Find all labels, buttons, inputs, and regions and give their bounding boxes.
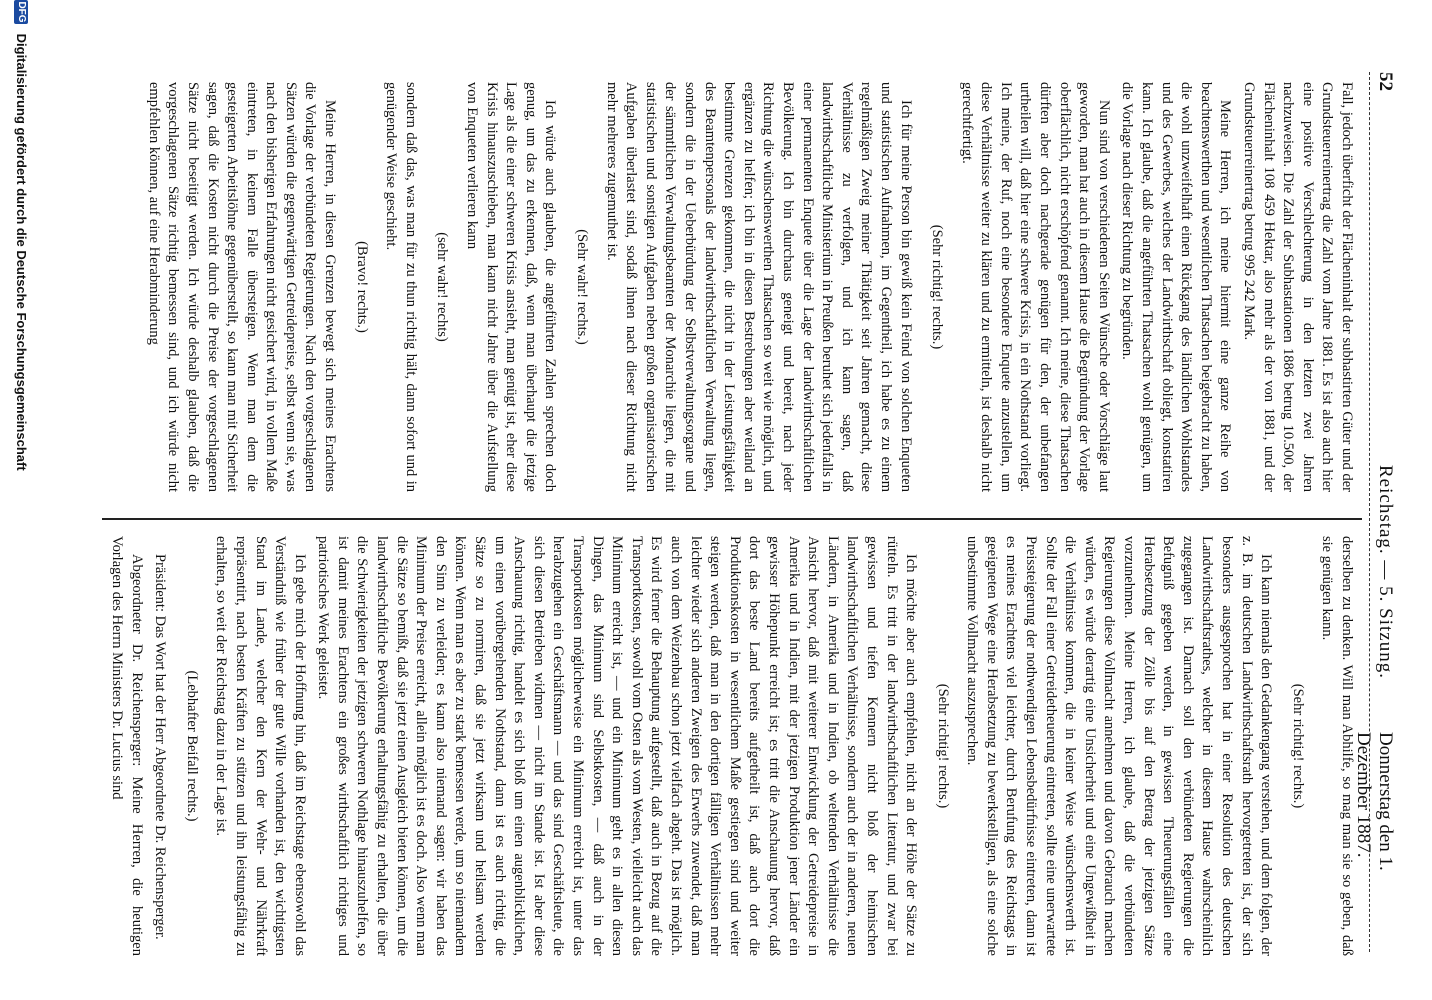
paragraph: derselben zu denken. Will man Abhilfe, so mag man sie so geben, daß sie genügen kann. — [1319, 536, 1355, 956]
interjection: (Sehr richtig! rechts.) — [1289, 683, 1306, 809]
paragraph: Ich würde auch glauben, die angeführten Zahlen sprechen doch genug, um das zu erkennen, daß, wenn man überhaupt die jetzige Lage als die einer schweren Krisis ansieht, man genügt ist, eher diese Krisis hinauszuschieben, man kann nicht Jahre über die Aufstellung von Enqueten verlieren kann — [464, 82, 559, 492]
paragraph: Fall, jedoch überficht der Flächeninhalt der subhastirten Güter und der Grundsteuerreinertrag die Zahl vom Jahre 1881. Es ist also auch hier eine positive Verschlechterung in den letzten zwei Jahren nachzuweisen. Die Zahl der Subhastationen 1886 betrug 10.500, der Flächeninhalt 108 459 Hektar, also mehr als der von 1881, und der Grundsteuerreinertrag betrug 995 242 Mark. — [1241, 82, 1355, 492]
column-divider — [102, 518, 1362, 520]
paragraph: Ich möchte aber auch empfehlen, nicht an der Höhe der Sätze zu rütteln. Es tritt in der landwirthschaftlichen Literatur, und zwar bei gewissen und tiefen Kennern nicht bloß der heimischen landwirthschaftlichen Verhältnisse, sondern auch der in anderen, neuen Ländern, in Amerika und in Indien, ob weltenden Verhältnisse die Ansicht hervor, daß mit weiterer Entwicklung der Getreidepreise in Amerika und in Indien, mit der jetzigen Produktion jener Länder ein gewisser Höhepunkt erreicht ist; es tritt die Anschauung hervor, daß dort das beste Land bereits aufgetheilt ist, daß auch dort die Produktionskosten in wesentlichem Maße gestiegen sind und weiter steigen werden, daß man in den dortigen fälligen Verhältnissen mehr leichter wieder sich anderen Zweigen des Erwerbs zuwendet, daß man auch von dem Weizenbau schon jetzt vielfach abgeht. Das ist möglich. Es wird ferner die Behauptung aufgestellt, daß auch in Bezug auf die Transportkosten, sowohl vom Osten als vom Westen, vielleicht auch das Minimum erreicht ist, — und ein Minimum geht es in allen diesen Dingen, das Minimum sind Selbstkosten, — daß auch in der Transportkosten möglicherweise ein Minimum erreicht ist, unter das herabzugehen ein Geschäftsmann — und das sind Geschäftsleute, die sich diesen Betrieben widmen — nicht im Stande ist. Ist aber diese Anschauung richtig, handelt es sich bloß um einen augenblicklichen, um einen vorübergehenden Nothstand, dann ist es auch richtig, die Sätze so zu normiren, daß sie jetzt wirksam und heilsam werden können. Wenn man es aber zu stark bemessen werde, um so niemandem den Sinn zu verleiden; es kann also niemand sagen: wir haben das Minimum der Preise erreicht, allein möglich ist es doch. Also wenn man die Sätze so bemißt, daß sie jetzt einen Ausgleich bieten können, um die landwirthschaftliche Bevölkerung erhaltungsfähig zu erhalten, die über die Schwierigkeiten der jetzigen schweren Nothlage hinauszuhelfen, so ist damit meines Erachtens ein großes wirthschaftlich richtiges und patriotisches Werk geleistet. — [315, 536, 920, 957]
page-number: 52 — [1375, 72, 1396, 91]
interjection: (Sehr wahr! rechts.) — [574, 229, 591, 345]
paragraph: Ich für meine Person bin gewiß kein Feind von solchen Enqueten und statistischen Aufnahmen, im Gegentheil, ich habe es zu einem regelmäßigen Zweig meiner Thätigkeit seit Jahren gemacht, diese Verhältnisse zu verfolgen, und ich kann sagen, daß landwirthschaftliche Ministerium in Preußen beruhet sich jedenfalls in einer permanenten Enquete über die Lage der landwirthschaftlichen Bevölkerung. Ich bin durchaus geneigt und bereit, nach jeder Richtung die wünschenswerthen Thatsachen so weit wie möglich, und ergänzen zu helfen; ich bin in diesen Bestrebungen aber weiland an bestimmte Grenzen gekommen, die nicht in der Leistungsfähigkeit des Beamtenpersonals der landwirthschaftlichen Verwaltung liegen, sondern die in der Ueberbürdung der Selbstverwaltungsorgane und der sämmtlichen Verwaltungsbeamten der Monarchie liegen, die mit statistischen und sonstigen Aufgaben neben großen organisatorischen Aufgaben überlastet sind, sodaß ihnen nach dieser Richtung nicht mehr mehreres zugemuthet ist. — [603, 82, 914, 492]
running-title: Reichstag. — 5. Sitzung. — [1375, 465, 1396, 679]
interjection: (Sehr richtig! rechts.) — [934, 683, 951, 809]
speaker-paragraph: Präsident: Das Wort hat der Herr Abgeordnete Dr. Reichensperger. — [152, 554, 169, 940]
footer-credit: Digitalisierung gefördert durch die Deutsche Forschungsgemeinschaft — [13, 33, 29, 471]
left-column — [139, 82, 1356, 492]
paragraph: Ich gebe mich der Hoffnung hin, daß im Reichstage ebensowohl das Verständniß wie früher der gute Wille vorhanden ist, den wichtigsten Stand im Lande, welcher den Kern der Wehr- und Nährkraft repräsentirt, nach besten Kräften zu stützen und ihn leistungsfähig zu erhalten, so weit der Reichstag dazu in der Lage ist. — [213, 536, 308, 956]
paragraph: Ich kann niemals den Gedankengang verstehen, und dem folgen, der z. B. im deutschen Landwirthschaftsrath hervorgetreten ist, der sich besonders ausgesprochen hat in einer Resolution des deutschen Landwirthschaftsrathes, welcher in diesem Hause wahrscheinlich zugegangen ist. Darnach soll den verbündeten Regierungen die Befugniß gegeben werden, in gewissen Theuerungsfällen eine Herabsetzung der Zölle bis auf den Betrag der jetzigen Sätze vorzunehmen. Meine Herren, ich glaube, daß die verbündeten Regierungen diese Vollmacht annehmen und davon Gebrauch machen würden, es würde derartig eine Unsicherheit und eine Ungewißheit in die Verhältnisse kommen, die in keiner Weise wünschenswerth ist. Sollte der Fall einer Getreidetheuerung eintreten, sollte eine unerwartete Preissteigerung der nothwendigen Lebensbedürfnisse eintreten, dann ist es meines Erachtens viel leichter, durch Berufung des Reichstags in geeigneten Wege eine Herabsetzung zu bewerkstelligen, als eine solche unbestimmte Vollmacht auszusprechen. — [964, 536, 1275, 956]
running-date: Donnerstag den 1. Dezember 1887. — [1353, 732, 1396, 871]
interjection: (Lebhafter Beifall rechts.) — [183, 670, 200, 822]
header-rule — [1369, 72, 1370, 952]
page-header — [1353, 72, 1404, 952]
dfg-logo-icon: DFG — [16, 1, 28, 23]
digitization-footer — [6, 0, 30, 1000]
right-column — [102, 536, 1356, 956]
paragraph: Meine Herren, in diesen Grenzen bewegt sich meines Erachtens die Vorlage der verbündeten Regierungen. Nach den vorgeschlagenen Sätzen würden die gegenwärtigen Getreidepreise, selbst wenn sie, was nach den bisherigen Erfahrungen nicht gesichert wird, in vollem Maße eintreten, in keinem Falle übersteigen. Wenn man dem die gesteigerten Arbeitslöhne gegenüberstellt, so kann man mit Sicherheit sagen, daß die Kosten nicht durch die Preise der vorgeschlagenen Sätze nicht beseitigt werden. Ich würde deshalb glauben, daß die vorgeschlagenen Sätze richtig bemessen sind, und ich würde nicht empfehlen können, auf eine Herabminderung — [145, 82, 339, 492]
interjection: (Bravo! rechts.) — [353, 241, 370, 333]
interjection: (sehr wahr! rechts) — [434, 232, 451, 342]
speaker-paragraph: Abgeordneter Dr. Reichensperger: Meine Herren, die heutigen Vorlagen des Herrn Ministers Dr. Lucius sind — [108, 536, 145, 956]
paragraph: Meine Herren, ich meine hiermit eine ganze Reihe von beachtenswerthen und wesentlichen Thatsachen beigebracht zu haben, die wohl unzweifelhaft einen Rückgang des ländlichen Wohlstandes und des Gewerbes, welches der Landwirthschaft obliegt, konstatiren kann. Ich glaube, daß die angeführten Thatsachen wohl genügen, um die Vorlage nach dieser Richtung zu begründen. — [1119, 82, 1234, 492]
interjection: (Sehr richtig! rechts.) — [929, 224, 946, 350]
paragraph: Nun sind von verschiedenen Seiten Wünsche oder Vorschläge laut geworden, man hat auch in diesem Hause die Begründung der Vorlage oberflächlich, nicht erschöpfend genannt. Ich meine, diese Thatsachen dürften aber doch nachgerade genügen für den, der unbefangen urtheilen will, daß hier eine schwere Krisis, in ein Nothstand vorliegt. Ich meine, der Ruf, noch eine besondere Enquete anzustellen, um diese Verhältnisse weiter zu klären und zu ermitteln, ist deshalb nicht gerechtfertigt. — [958, 82, 1112, 492]
paragraph: sondern daß das, was man für zu thun richtig hält, dann sofort und in genügender Weise geschieht. — [383, 82, 419, 492]
